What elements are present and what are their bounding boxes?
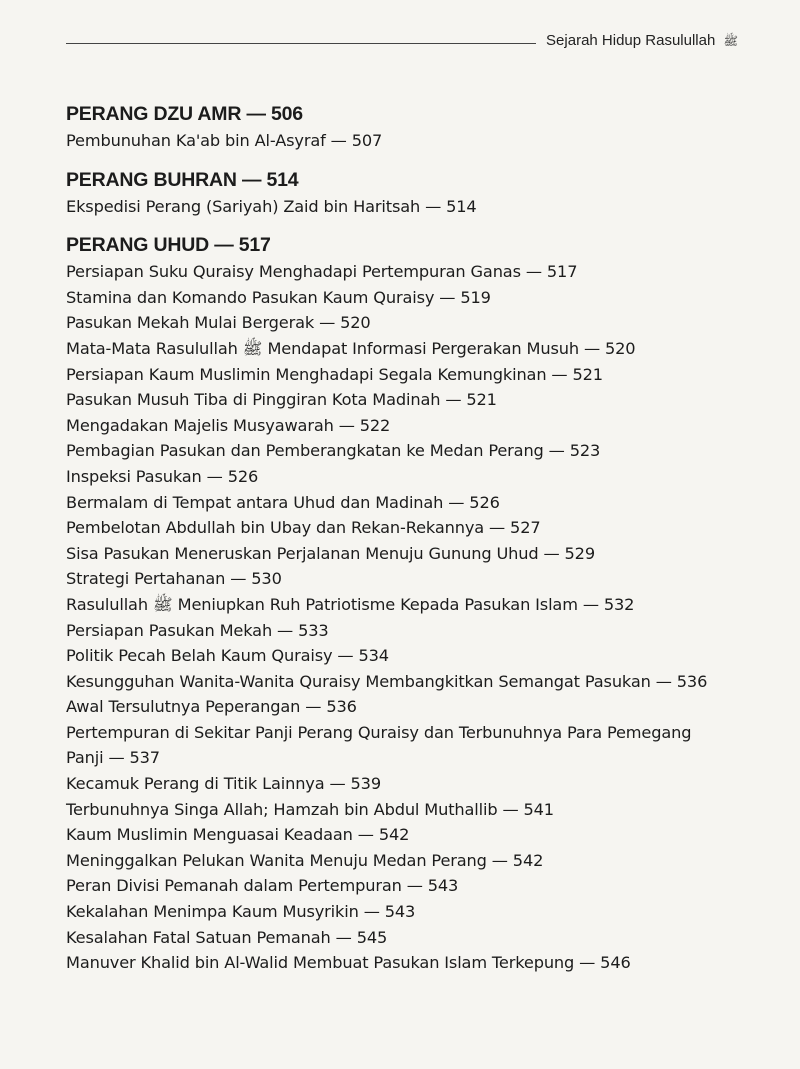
toc-entry[interactable]: Rasulullah ﷺ Meniupkan Ruh Patriotisme Kepada Pasukan Islam — 532 [66, 594, 635, 614]
toc-entry[interactable]: Meninggalkan Pelukan Wanita Menuju Medan Perang — 542 [66, 850, 544, 870]
toc-entry[interactable]: Kaum Muslimin Menguasai Keadaan — 542 [66, 825, 410, 845]
toc-entry[interactable]: Kesalahan Fatal Satuan Pemanah — 545 [66, 927, 388, 947]
toc-entry[interactable]: Strategi Pertahanan — 530 [66, 569, 282, 589]
toc-entry[interactable]: Sisa Pasukan Meneruskan Perjalanan Menuju Gunung Uhud — 529 [66, 543, 595, 563]
toc-entry[interactable]: Stamina dan Komando Pasukan Kaum Quraisy — 519 [66, 287, 491, 307]
header-rule [66, 43, 536, 44]
toc-entry[interactable]: Mata-Mata Rasulullah ﷺ Mendapat Informasi Pergerakan Musuh — 520 [66, 338, 636, 358]
running-header-title [546, 32, 738, 51]
section-heading: PERANG DZU AMR — 506 [66, 103, 303, 125]
toc-entry[interactable]: Pasukan Mekah Mulai Bergerak — 520 [66, 313, 371, 333]
toc-entry[interactable]: Awal Tersulutnya Peperangan — 536 [66, 697, 357, 717]
toc-entry[interactable]: Peran Divisi Pemanah dalam Pertempuran — 543 [66, 876, 459, 896]
toc-entry[interactable]: Inspeksi Pasukan — 526 [66, 466, 259, 486]
toc-entry[interactable]: Pertempuran di Sekitar Panji Perang Quraisy dan Terbunuhnya Para Pemegang Panji — 537 [66, 722, 692, 768]
section-heading: PERANG UHUD — 517 [66, 234, 271, 257]
toc-entry[interactable]: Persiapan Kaum Muslimin Menghadapi Segala Kemungkinan — 521 [66, 364, 603, 384]
toc-entry[interactable]: Pembagian Pasukan dan Pemberangkatan ke Medan Perang — 523 [66, 441, 601, 461]
toc-section-dzu-amr [66, 100, 746, 154]
toc-entry[interactable]: Terbunuhnya Singa Allah; Hamzah bin Abdul Muthallib — 541 [66, 799, 554, 819]
toc-entry[interactable]: Manuver Khalid bin Al-Walid Membuat Pasukan Islam Terkepung — 546 [66, 953, 631, 973]
header-title-text: Sejarah Hidup Rasulullah [546, 31, 716, 49]
toc-entry[interactable]: Pembelotan Abdullah bin Ubay dan Rekan-Rekannya — 527 [66, 518, 541, 538]
toc-entry[interactable]: Mengadakan Majelis Musyawarah — 522 [66, 415, 391, 435]
toc-entry[interactable]: Ekspedisi Perang (Sariyah) Zaid bin Haritsah — 514 [66, 196, 477, 216]
toc-entry[interactable]: Persiapan Pasukan Mekah — 533 [66, 620, 329, 640]
toc-entry[interactable]: Kecamuk Perang di Titik Lainnya — 539 [66, 774, 381, 794]
toc-entry[interactable]: Kesungguhan Wanita-Wanita Quraisy Membangkitkan Semangat Pasukan — 536 [66, 671, 708, 691]
section-heading: PERANG BUHRAN — 514 [66, 168, 299, 191]
toc-section-buhran [66, 166, 746, 220]
table-of-contents [66, 100, 746, 976]
toc-section-uhud [66, 231, 746, 976]
toc-entry[interactable]: Pembunuhan Ka'ab bin Al-Asyraf — 507 [66, 131, 383, 150]
toc-entry[interactable]: Pasukan Musuh Tiba di Pinggiran Kota Madinah — 521 [66, 390, 497, 410]
honorific-mark: ﷺ [723, 33, 738, 48]
running-header [66, 26, 738, 56]
toc-entry[interactable]: Bermalam di Tempat antara Uhud dan Madinah — 526 [66, 492, 500, 512]
toc-entry[interactable]: Persiapan Suku Quraisy Menghadapi Pertempuran Ganas — 517 [66, 262, 578, 282]
toc-entry[interactable]: Politik Pecah Belah Kaum Quraisy — 534 [66, 646, 389, 666]
toc-entry[interactable]: Kekalahan Menimpa Kaum Musyrikin — 543 [66, 902, 416, 922]
